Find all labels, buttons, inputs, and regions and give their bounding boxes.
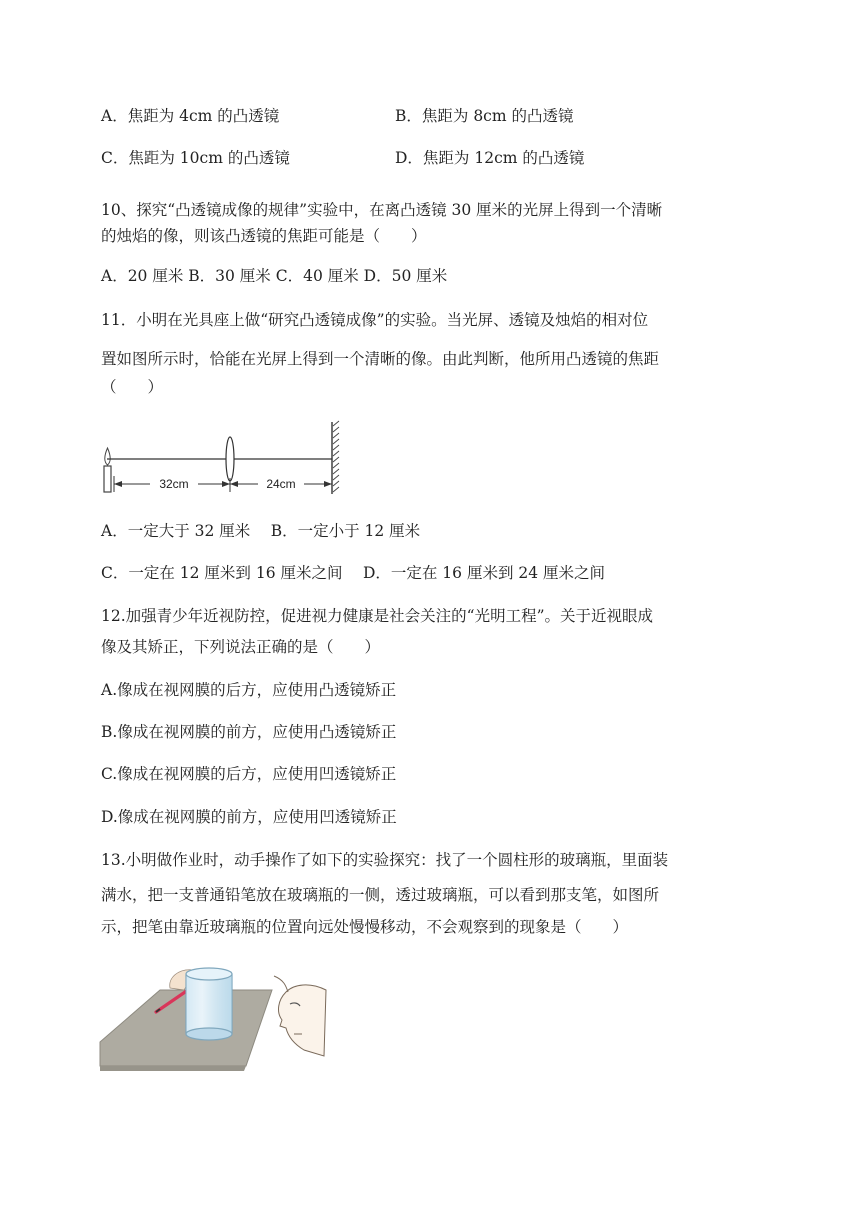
q9-option-a: A．焦距为 4cm 的凸透镜 xyxy=(101,107,280,125)
q12-option-d: D.像成在视网膜的前方，应使用凹透镜矫正 xyxy=(101,808,397,826)
q13-stem-line3: 示，把笔由靠近玻璃瓶的位置向远处慢慢移动，不会观察到的现象是（ ） xyxy=(101,918,629,936)
q9-option-b: B．焦距为 8cm 的凸透镜 xyxy=(395,107,574,125)
q12-option-c: C.像成在视网膜的后方，应使用凹透镜矫正 xyxy=(101,765,397,783)
q10-options: A．20 厘米 B．30 厘米 C．40 厘米 D．50 厘米 xyxy=(101,267,448,285)
q11-stem-line1: 11．小明在光具座上做“研究凸透镜成像”的实验。当光屏、透镜及烛焰的相对位 xyxy=(101,311,649,329)
q13-stem-line1: 13.小明做作业时，动手操作了如下的实验探究：找了一个圆柱形的玻璃瓶，里面装 xyxy=(101,851,669,869)
candle xyxy=(104,466,111,492)
q10-stem-line1: 10、探究“凸透镜成像的规律”实验中，在离凸透镜 30 厘米的光屏上得到一个清晰 xyxy=(101,201,663,219)
q9-option-c: C．焦距为 10cm 的凸透镜 xyxy=(101,149,290,167)
q11-options-ab: A．一定大于 32 厘米 B．一定小于 12 厘米 xyxy=(101,522,421,540)
candle-flame xyxy=(105,448,110,465)
q12-option-b: B.像成在视网膜的前方，应使用凸透镜矫正 xyxy=(101,723,397,741)
q13-stem-line2: 满水，把一支普通铅笔放在玻璃瓶的一侧，透过玻璃瓶，可以看到那支笔，如图所 xyxy=(101,886,660,904)
q12-stem-line1: 12.加强青少年近视防控，促进视力健康是社会关注的“光明工程”。关于近视眼成 xyxy=(101,607,654,625)
q12-stem-line2: 像及其矫正，下列说法正确的是（ ） xyxy=(101,638,381,656)
q11-stem-line2: 置如图所示时，恰能在光屏上得到一个清晰的像。由此判断，他所用凸透镜的焦距 xyxy=(101,350,660,368)
q11-stem-line3: （ ） xyxy=(101,378,164,396)
distance-label-24cm: 24cm xyxy=(266,477,296,491)
q11-options-cd: C．一定在 12 厘米到 16 厘米之间 D．一定在 16 厘米到 24 厘米之间 xyxy=(101,564,606,582)
observer-face xyxy=(279,985,326,1056)
optical-bench-diagram xyxy=(98,418,348,500)
q10-stem-line2: 的烛焰的像，则该凸透镜的焦距可能是（ ） xyxy=(101,227,427,245)
glass-bottle-experiment-illustration xyxy=(98,960,330,1072)
q9-option-d: D．焦距为 12cm 的凸透镜 xyxy=(395,149,585,167)
q12-option-a: A.像成在视网膜的后方，应使用凸透镜矫正 xyxy=(101,681,397,699)
distance-label-32cm: 32cm xyxy=(159,477,189,491)
convex-lens xyxy=(226,437,234,481)
